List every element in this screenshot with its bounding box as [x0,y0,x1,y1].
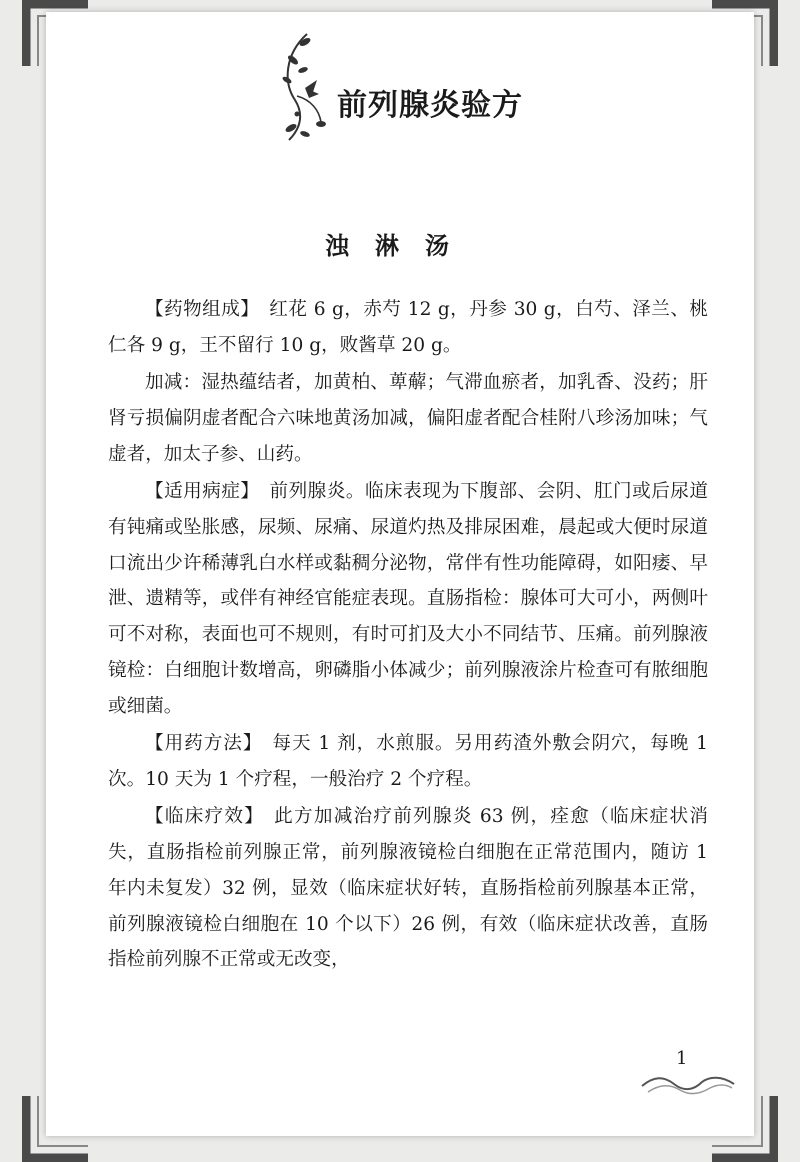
modification-paragraph: 加减：湿热蕴结者，加黄柏、萆薢；气滞血瘀者，加乳香、没药；肝肾亏损偏阴虚者配合六味地黄汤加减，偏阳虚者配合桂附八珍汤加味；气虚者，加太子参、山药。 [108,372,708,465]
usage-paragraph [108,726,708,798]
composition-paragraph [108,292,708,364]
composition-tag: 【药物组成】 [145,299,260,320]
indication-text: 前列腺炎。临床表现为下腹部、会阴、肛门或后尿道有钝痛或坠胀感，尿频、尿痛、尿道灼热及排尿困难，晨起或大便时尿道口流出少许稀薄乳白水样或黏稠分泌物，常伴有性功能障碍，如阳痿、早泄、遗精等，或伴有神经官能症表现。直肠指检：腺体可大可小，两侧叶可不对称，表面也可不规则，有时可扪及大小不同结节、压痛。前列腺液镜检：白细胞计数增高，卵磷脂小体减少；前列腺液涂片检查可有脓细胞或细菌。 [108,480,708,717]
recipe-body [108,292,708,980]
page-number: 1 [676,1048,688,1069]
recipe-title: 浊淋汤 [325,232,475,260]
indication-paragraph [108,474,708,725]
chapter-title: 前列腺炎验方 [337,88,523,123]
wave-ornament-icon [640,1068,736,1096]
usage-tag: 【用药方法】 [145,733,263,755]
indication-tag: 【适用病症】 [145,480,260,502]
efficacy-paragraph [108,799,708,978]
efficacy-tag: 【临床疗效】 [145,806,265,828]
composition-text: 红花 6 g，赤芍 12 g，丹参 30 g，白芍、泽兰、桃仁各 9 g，王不留行 10 g，败酱草 20 g。 [108,299,708,356]
usage-text: 每天 1 剂，水煎服。另用药渣外敷会阴穴，每晚 1 次。10 天为 1 个疗程，一般治疗 2 个疗程。 [108,733,708,790]
efficacy-text: 此方加减治疗前列腺炎 63 例，痊愈（临床症状消失，直肠指检前列腺正常，前列腺液镜检白细胞在正常范围内，随访 1 年内未复发）32 例，显效（临床症状好转，直肠指检前列腺基本正常，前列腺液镜检白细胞在 10 个以下）26 例，有效（临床症状改善，直肠指检前列腺不正常或无改变， [108,806,708,971]
floral-vine-icon [275,30,335,150]
